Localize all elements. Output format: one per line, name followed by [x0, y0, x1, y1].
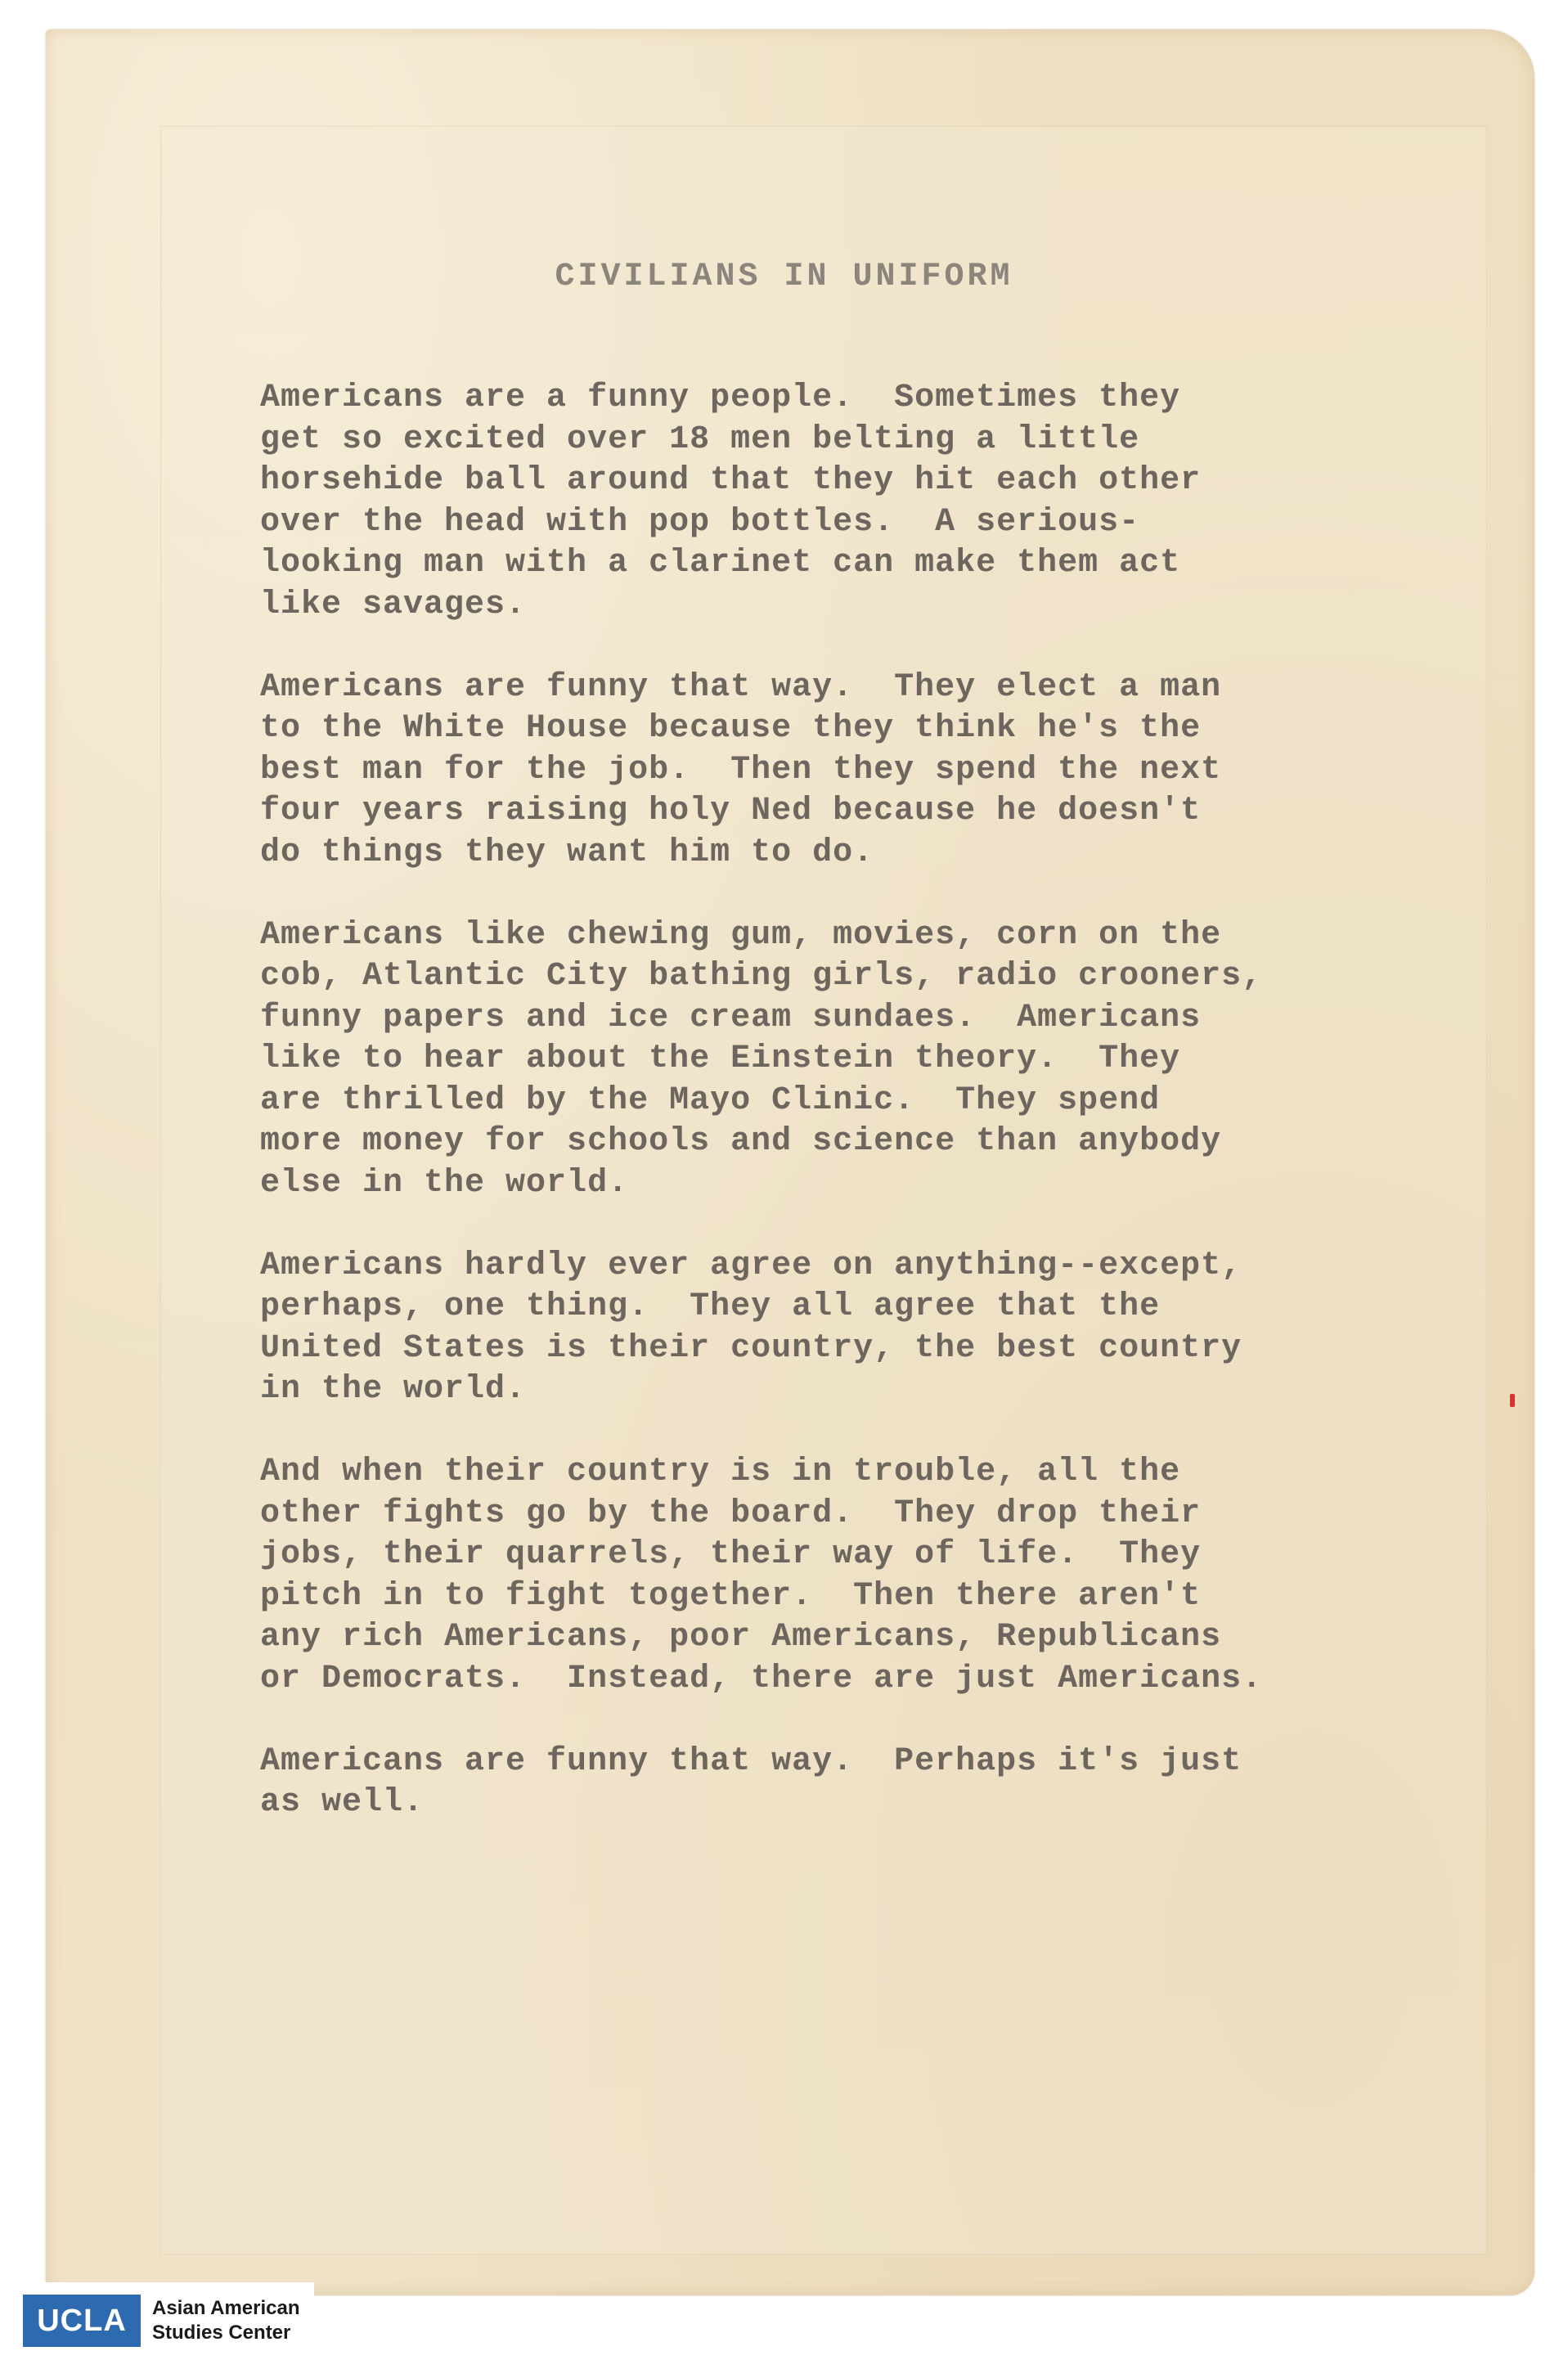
- paragraph-4: [260, 1246, 1454, 1411]
- text-line: horsehide ball around that they hit each other: [260, 462, 1202, 499]
- text-line: cob, Atlantic City bathing girls, radio crooners,: [260, 958, 1263, 995]
- text-line: like to hear about the Einstein theory. They: [260, 1041, 1181, 1077]
- text-line: to the White House because they think he's the: [260, 710, 1202, 747]
- text-line: Americans are a funny people. Sometimes they: [260, 380, 1181, 416]
- document-body: [260, 378, 1454, 1865]
- text-line: or Democrats. Instead, there are just Americans.: [260, 1660, 1263, 1697]
- text-line: as well.: [260, 1784, 425, 1821]
- ucla-aasc-logo: [11, 2282, 314, 2359]
- text-line: jobs, their quarrels, their way of life. They: [260, 1536, 1202, 1573]
- text-line: four years raising holy Ned because he doesn't: [260, 793, 1202, 829]
- text-line: Americans are funny that way. They elect a man: [260, 668, 1222, 706]
- text-line: United States is their country, the best country: [260, 1329, 1242, 1367]
- text-line: do things they want him to do.: [260, 834, 874, 871]
- text-line: in the world.: [260, 1371, 527, 1408]
- paragraph-5: [260, 1452, 1454, 1700]
- text-line: perhaps, one thing. They all agree that the: [260, 1288, 1161, 1325]
- text-line: like savages.: [260, 586, 527, 623]
- logo-caption-line-1: Asian American: [152, 2297, 300, 2319]
- red-ink-mark: [1510, 1394, 1515, 1407]
- text-line: Americans like chewing gum, movies, corn on the: [260, 916, 1222, 954]
- text-line: pitch in to fight together. Then there aren't: [260, 1577, 1202, 1615]
- text-line: funny papers and ice cream sundaes. Americans: [260, 999, 1202, 1036]
- text-line: get so excited over 18 men belting a little: [260, 420, 1140, 458]
- logo-caption-line-2: Studies Center: [152, 2322, 291, 2344]
- ucla-logo-mark: UCLA: [23, 2295, 141, 2347]
- text-line: are thrilled by the Mayo Clinic. They spend: [260, 1081, 1161, 1119]
- paragraph-6: [260, 1742, 1454, 1824]
- text-line: Americans hardly ever agree on anything--except,: [260, 1247, 1242, 1284]
- text-line: over the head with pop bottles. A serious-: [260, 503, 1140, 541]
- text-line: other fights go by the board. They drop their: [260, 1495, 1202, 1532]
- paragraph-1: [260, 378, 1454, 626]
- text-line: any rich Americans, poor Americans, Republicans: [260, 1619, 1222, 1656]
- document-title: CIVILIANS IN UNIFORM: [555, 258, 1013, 295]
- text-line: looking man with a clarinet can make them act: [260, 545, 1181, 582]
- text-line: more money for schools and science than anybody: [260, 1123, 1222, 1160]
- logo-caption: [152, 2296, 300, 2345]
- text-line: best man for the job. Then they spend the next: [260, 751, 1222, 789]
- punch-hole-bottom: [0, 1950, 41, 2016]
- text-line: And when their country is in trouble, all the: [260, 1454, 1181, 1490]
- punch-hole-middle: [0, 1067, 41, 1134]
- text-line: Americans are funny that way. Perhaps it's just: [260, 1742, 1242, 1780]
- paragraph-2: [260, 668, 1454, 874]
- text-line: else in the world.: [260, 1164, 629, 1202]
- paragraph-3: [260, 915, 1454, 1205]
